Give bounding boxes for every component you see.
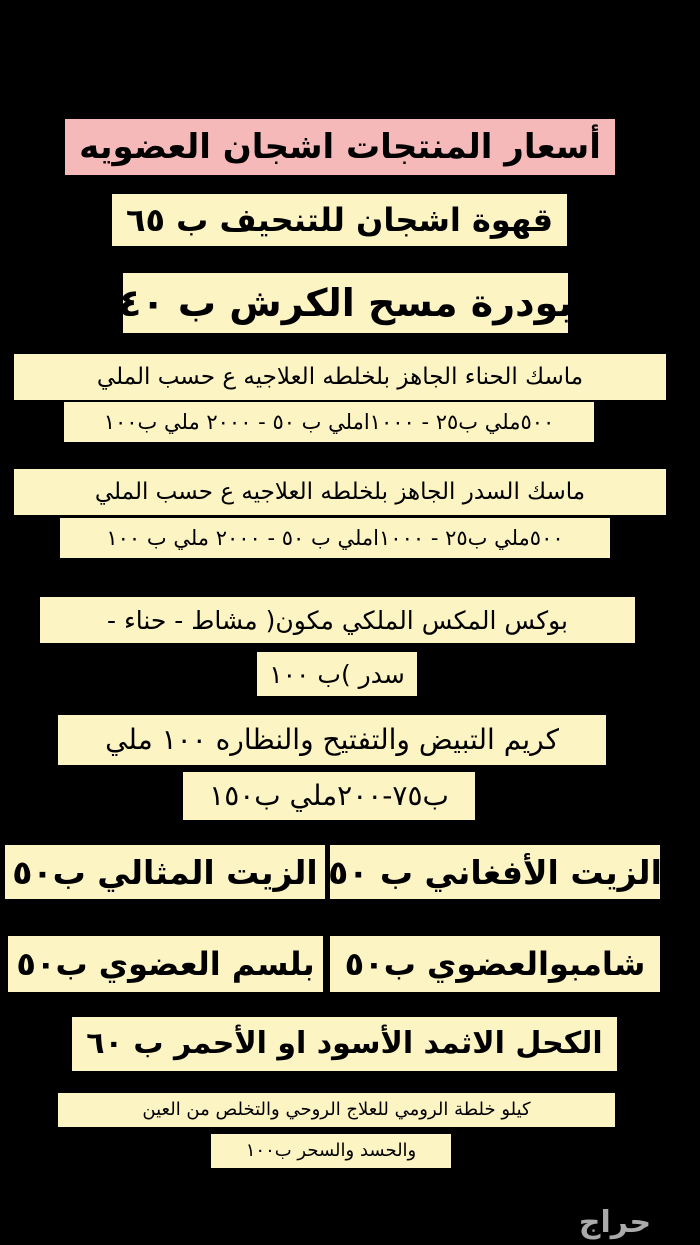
royal-box-line1: بوكس المكس الملكي مكون( مشاط - حناء - (40, 597, 635, 643)
royal-box-line2: سدر )ب ١٠٠ (257, 652, 417, 696)
roqia-mix-line2: والحسد والسحر ب١٠٠ (211, 1134, 451, 1168)
powder-price: بودرة مسح الكرش ب ٤٠ (123, 273, 568, 333)
kohl-price: الكحل الاثمد الأسود او الأحمر ب ٦٠ (72, 1017, 617, 1071)
henna-mask-line2: ٥٠٠ملي ب٢٥ - ١٠٠٠املي ب ٥٠ - ٢٠٠٠ ملي ب١٠٠ (64, 402, 594, 442)
coffee-price: قهوة اشجان للتنحيف ب ٦٥ (112, 194, 567, 246)
henna-mask-line1: ماسك الحناء الجاهز بلخلطه العلاجيه ع حسب الملي (14, 354, 666, 400)
ideal-oil-price: الزيت المثالي ب٥٠ (5, 845, 325, 899)
cream-line1: كريم التبيض والتفتيح والنظاره ١٠٠ ملي (58, 715, 606, 765)
sidr-mask-line2: ٥٠٠ملي ب٢٥ - ١٠٠٠املي ب ٥٠ - ٢٠٠٠ ملي ب ١٠٠ (60, 518, 610, 558)
sidr-mask-line1: ماسك السدر الجاهز بلخلطه العلاجيه ع حسب الملي (14, 469, 666, 515)
haraj-watermark: حراج (578, 1204, 652, 1240)
shampoo-price: شامبوالعضوي ب٥٠ (330, 936, 660, 992)
afghani-oil-price: الزيت الأفغاني ب ٥٠ (330, 845, 660, 899)
roqia-mix-line1: كيلو خلطة الرومي للعلاج الروحي والتخلص من العين (58, 1093, 615, 1127)
cream-line2: ب٧٥-٢٠٠ملي ب١٥٠ (183, 772, 475, 820)
balsam-price: بلسم العضوي ب٥٠ (8, 936, 323, 992)
page-title: أسعار المنتجات اشجان العضويه (65, 119, 615, 175)
